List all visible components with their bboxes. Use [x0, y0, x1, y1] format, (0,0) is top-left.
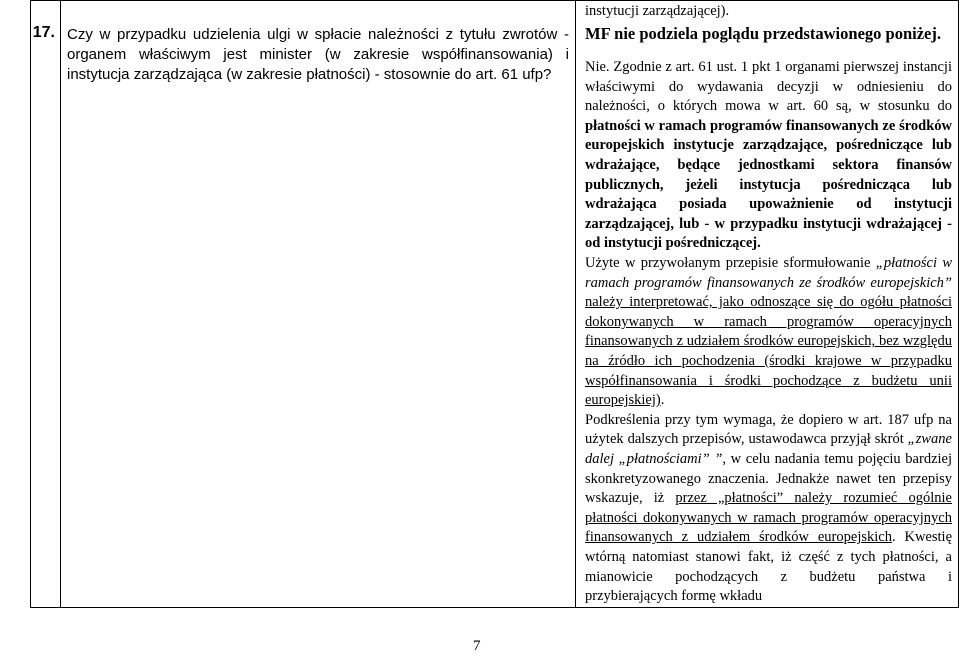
answer-paragraph-3	[585, 411, 952, 607]
answer-paragraph-2-tail: .	[660, 392, 665, 409]
answer-paragraph-3-quote: „zwane dalej „płatnościami” ”	[585, 431, 952, 467]
qa-table	[30, 0, 959, 608]
row-number: 17.	[31, 1, 61, 608]
answer-paragraph-1-bold: płatności w ramach programów finansowanych ze środków europejskich instytucje zarządzające, pośredniczące lub wdrażające, będące jednostkami sektora finansów publicznych, jeżeli instytucja pośrednicząca lub wdrażająca posiada upoważnienie od instytucji zarządzającej, lub - w przypadku instytucji wdrażającej - od instytucji pośredniczącej.	[585, 117, 952, 252]
answer-paragraph-1	[585, 58, 952, 254]
mf-position: MF nie podziela poglądu przedstawionego poniżej.	[585, 23, 941, 43]
answer-paragraph-1-lead: Nie. Zgodnie z art. 61 ust. 1 pkt 1 organami pierwszej instancji właściwymi do wydawania decyzji w odniesieniu do należności, o których mowa w art. 60 są, w stosunku do	[585, 59, 952, 115]
page-number: 7	[473, 638, 481, 654]
answer-paragraph-3-mid: , w celu nadania temu pojęciu bardziej skonkretyzowanego znaczenia. Jednakże nawet ten przepisy wskazuje, iż	[585, 450, 952, 507]
answer-cell	[576, 1, 959, 608]
table-row	[31, 1, 959, 608]
answer-paragraph-2-quote: „płatności w ramach programów finansowanych ze środków europejskich”	[585, 255, 952, 291]
answer-paragraph-2	[585, 254, 952, 411]
answer-paragraph-3-tail: . Kwestię wtórną natomiast stanowi fakt, iż część z tych płatności, a mianowicie pochodzących z budżetu państwa i przybierających formę wkładu	[585, 529, 953, 605]
answer-paragraph-3-lead: Podkreślenia przy tym wymaga, że dopiero w art. 187 ufp na użytek dalszych przepisów, ustawodawca przyjął skrót	[585, 411, 952, 448]
answer-paragraph-2-underlined: należy interpretować, jako odnoszące się do ogółu płatności dokonywanych w ramach programów operacyjnych finansowanych z udziałem środków europejskich, bez względu na źródło ich pochodzenia (środki krajowe w przypadku współfinansowania i środki pochodzące z budżetu unii europejskiej)	[585, 294, 952, 409]
answer-paragraph-3-underlined: przez „płatności” należy rozumieć ogólnie płatności dokonywanych w ramach programów operacyjnych finansowanych z udziałem środków europejskich	[585, 490, 952, 546]
answer-paragraph-2-lead: Użyte w przywołanym przepisie sformułowanie	[585, 255, 876, 272]
answer-continuation: instytucji zarządzającej).	[585, 3, 730, 19]
question-cell: Czy w przypadku udzielenia ulgi w spłacie należności z tytułu zwrotów - organem właściwym jest minister (w zakresie współfinansowania) i instytucja zarządzająca (w zakresie płatności) - stosownie do art. 61 ufp?	[61, 1, 576, 608]
